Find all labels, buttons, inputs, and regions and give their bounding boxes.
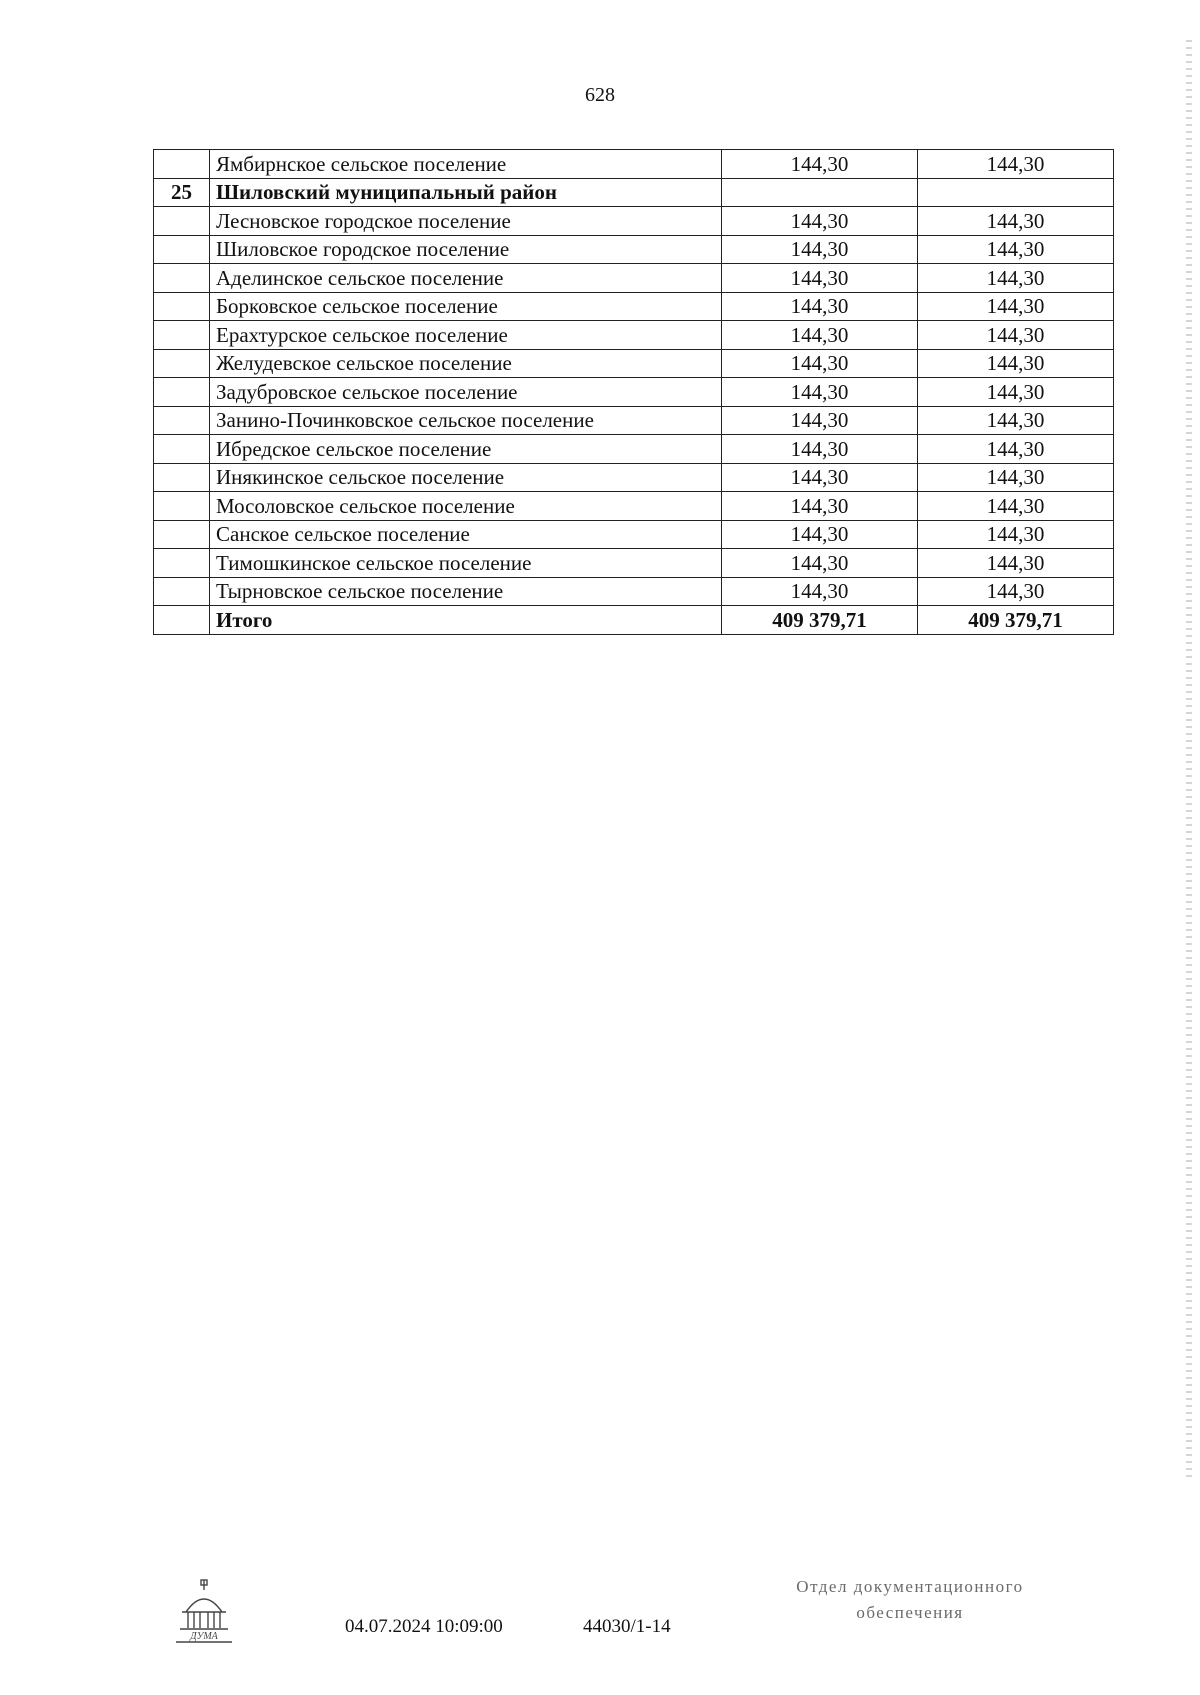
row-value-2-cell: 144,30 [918,549,1114,578]
row-value-1-cell: 144,30 [722,235,918,264]
row-value-2-cell: 144,30 [918,378,1114,407]
row-name-cell: Шиловский муниципальный район [210,178,722,207]
table-row [154,577,1114,606]
row-name-cell: Борковское сельское поселение [210,292,722,321]
table-row [154,150,1114,179]
row-value-1-cell: 144,30 [722,349,918,378]
table-row [154,349,1114,378]
row-value-1-cell: 144,30 [722,406,918,435]
row-name-cell: Лесновское городское поселение [210,207,722,236]
row-number-cell [154,577,210,606]
stamp-line-2: обеспечения [856,1603,964,1622]
row-value-1-cell: 144,30 [722,264,918,293]
table-row [154,406,1114,435]
row-number-cell [154,349,210,378]
row-value-1-cell [722,178,918,207]
row-value-1-cell: 144,30 [722,378,918,407]
row-value-1-cell: 144,30 [722,321,918,350]
row-number-cell [154,549,210,578]
row-number-cell [154,492,210,521]
row-value-2-cell: 144,30 [918,435,1114,464]
row-value-1-cell: 409 379,71 [722,606,918,635]
row-number-cell [154,292,210,321]
row-number-cell [154,520,210,549]
row-value-2-cell: 144,30 [918,349,1114,378]
row-name-cell: Аделинское сельское поселение [210,264,722,293]
row-value-1-cell: 144,30 [722,435,918,464]
row-value-2-cell: 144,30 [918,406,1114,435]
row-number-cell [154,378,210,407]
footer-datetime: 04.07.2024 10:09:00 [345,1616,503,1637]
table-body [154,150,1114,635]
row-value-2-cell: 144,30 [918,292,1114,321]
row-value-1-cell: 144,30 [722,577,918,606]
row-value-2-cell: 144,30 [918,264,1114,293]
row-number-cell [154,321,210,350]
row-value-1-cell: 144,30 [722,292,918,321]
page-number: 628 [585,84,615,106]
row-name-cell: Мосоловское сельское поселение [210,492,722,521]
row-name-cell: Желудевское сельское поселение [210,349,722,378]
table-row [154,292,1114,321]
row-name-cell: Ямбирнское сельское поселение [210,150,722,179]
logo-lettering: ДУМА [190,1631,218,1642]
table-row [154,235,1114,264]
table-row [154,606,1114,635]
row-value-2-cell: 144,30 [918,577,1114,606]
row-number-cell [154,150,210,179]
row-value-2-cell: 409 379,71 [918,606,1114,635]
row-name-cell: Инякинское сельское поселение [210,463,722,492]
footer-registration-number: 44030/1-14 [583,1616,671,1637]
table-row [154,207,1114,236]
row-number-cell [154,207,210,236]
table-row [154,549,1114,578]
scan-edge-marks [1186,40,1192,1480]
row-number-cell [154,264,210,293]
row-value-2-cell: 144,30 [918,150,1114,179]
row-name-cell: Санское сельское поселение [210,520,722,549]
row-value-2-cell: 144,30 [918,492,1114,521]
department-stamp [760,1574,1060,1626]
row-value-2-cell [918,178,1114,207]
table-row [154,463,1114,492]
row-name-cell: Ерахтурское сельское поселение [210,321,722,350]
row-value-1-cell: 144,30 [722,520,918,549]
table-row [154,492,1114,521]
duma-building-icon [172,1578,236,1648]
row-value-2-cell: 144,30 [918,321,1114,350]
row-value-1-cell: 144,30 [722,150,918,179]
row-number-cell [154,406,210,435]
row-value-2-cell: 144,30 [918,520,1114,549]
row-number-cell [154,235,210,264]
row-name-cell: Ибредское сельское поселение [210,435,722,464]
row-name-cell: Тимошкинское сельское поселение [210,549,722,578]
row-name-cell: Тырновское сельское поселение [210,577,722,606]
table-row [154,520,1114,549]
row-value-2-cell: 144,30 [918,235,1114,264]
row-value-1-cell: 144,30 [722,492,918,521]
row-value-2-cell: 144,30 [918,463,1114,492]
table-row [154,264,1114,293]
row-number-cell [154,606,210,635]
row-value-1-cell: 144,30 [722,207,918,236]
row-name-cell: Занино-Починковское сельское поселение [210,406,722,435]
table-row [154,321,1114,350]
stamp-line-1: Отдел документационного [796,1577,1024,1596]
row-number-cell [154,435,210,464]
row-value-1-cell: 144,30 [722,463,918,492]
row-name-cell: Итого [210,606,722,635]
row-number-cell [154,463,210,492]
table-row [154,178,1114,207]
table-row [154,378,1114,407]
row-number-cell: 25 [154,178,210,207]
row-value-2-cell: 144,30 [918,207,1114,236]
row-name-cell: Шиловское городское поселение [210,235,722,264]
row-name-cell: Задубровское сельское поселение [210,378,722,407]
row-value-1-cell: 144,30 [722,549,918,578]
allocation-table [153,149,1114,635]
table-row [154,435,1114,464]
